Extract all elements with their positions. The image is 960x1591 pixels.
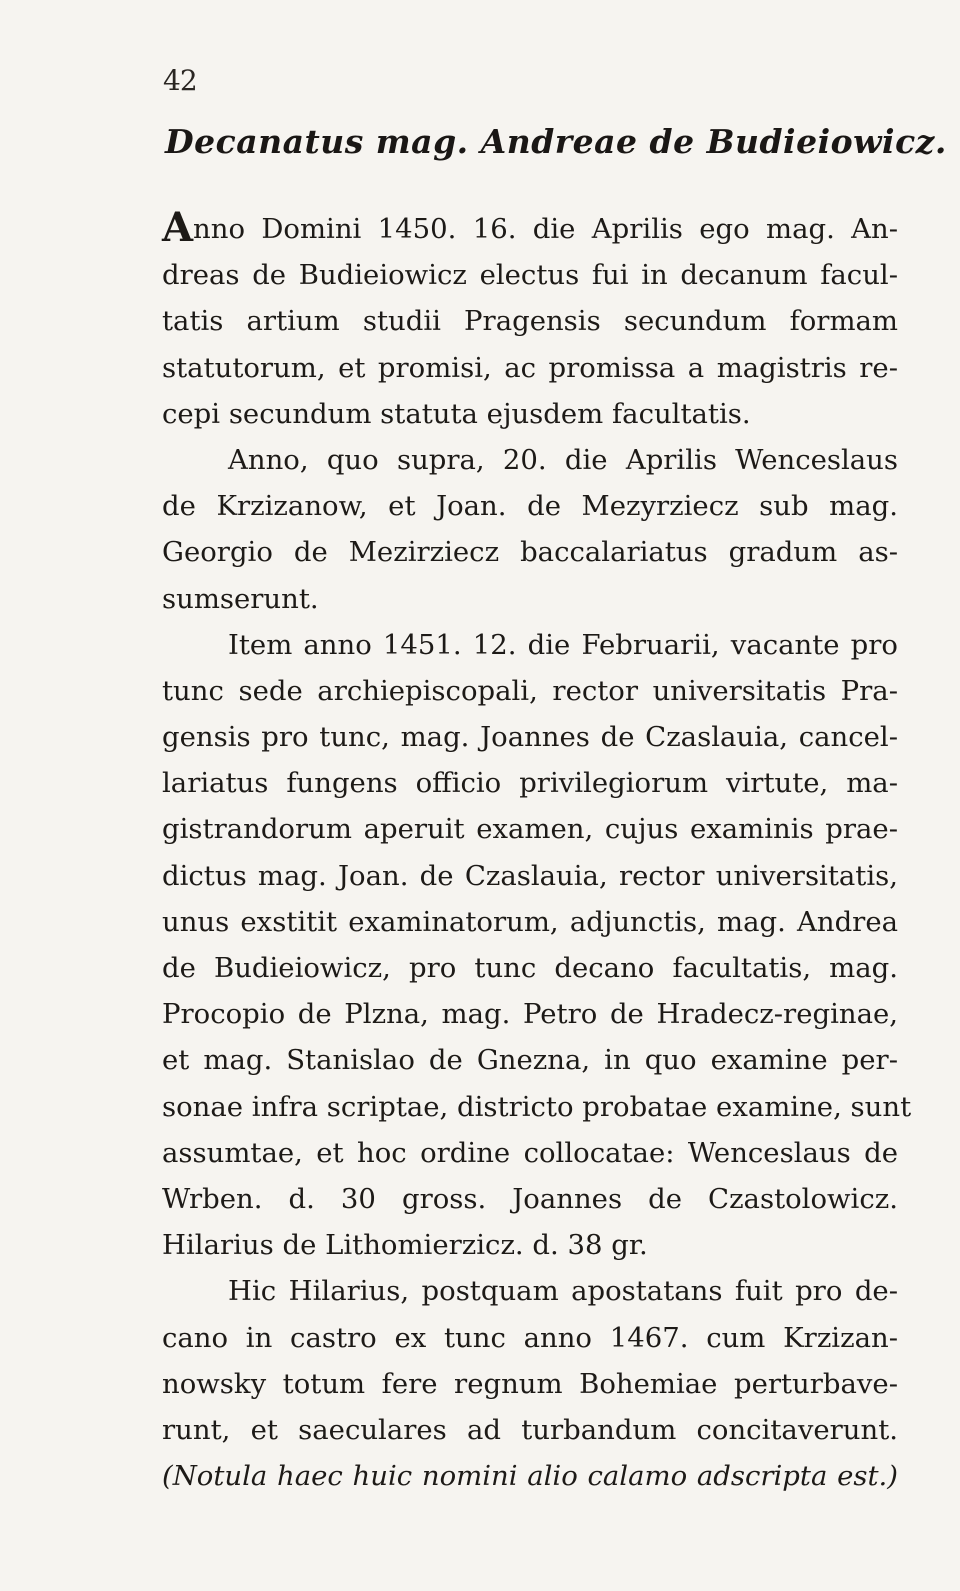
text-line: de Budieiowicz, pro tunc decano facultatis, mag. — [162, 952, 898, 984]
text-line: sonae infra scriptae, districto probatae examine, sunt — [162, 1090, 912, 1123]
text-line: Anno, quo supra, 20. die Aprilis Wenceslaus — [228, 443, 898, 476]
text-line: de Krzizanow, et Joan. de Mezyrziecz sub mag. — [162, 490, 898, 523]
text-line: lariatus fungens officio privilegiorum virtute, ma- — [162, 767, 898, 800]
section-heading: Decanatus mag. Andreae de Budieiowicz. — [165, 122, 947, 161]
text-line: sumserunt. — [162, 582, 319, 615]
text-line: assumtae, et hoc ordine collocatae: Wenceslaus de — [162, 1136, 898, 1169]
text-line: dreas de Budieiowicz electus fui in decanum facul- — [162, 259, 898, 292]
text-line: Wrben. d. 30 gross. Joannes de Czastolowicz. — [162, 1182, 898, 1215]
text-line: Georgio de Mezirziecz baccalariatus gradum as- — [162, 536, 898, 569]
marginal-note-line: (Notula haec huic nomini alio calamo adscripta est.) — [162, 1460, 898, 1493]
page-number: 42 — [163, 64, 197, 97]
text-line: Hic Hilarius, postquam apostatans fuit pro de- — [228, 1275, 898, 1308]
text-line: dictus mag. Joan. de Czaslauia, rector universitatis, — [162, 859, 898, 892]
text-line: unus exstitit examinatorum, adjunctis, mag. Andrea — [162, 905, 898, 938]
text-line: runt, et saeculares ad turbandum concitaverunt. — [162, 1413, 898, 1446]
text-line: Item anno 1451. 12. die Februarii, vacante pro — [228, 628, 898, 661]
drop-cap: A — [162, 204, 194, 251]
text-line: et mag. Stanislao de Gnezna, in quo examine per- — [162, 1044, 898, 1077]
text-line: nowsky totum fere regnum Bohemiae perturbave- — [162, 1367, 898, 1400]
text-line: statutorum, et promisi, ac promissa a magistris re- — [162, 351, 898, 384]
text-line: Procopio de Plzna, mag. Petro de Hradecz-reginae, — [162, 998, 898, 1031]
text-line: tatis artium studii Pragensis secundum formam — [162, 305, 898, 338]
text-line: cano in castro ex tunc anno 1467. cum Krzizan- — [162, 1321, 898, 1354]
text-line: Anno Domini 1450. 16. die Aprilis ego mag. An- — [162, 204, 898, 251]
text-line: gistrandorum aperuit examen, cujus examinis prae- — [162, 813, 898, 846]
text-line: gensis pro tunc, mag. Joannes de Czaslauia, cancel- — [162, 721, 898, 754]
text-line: cepi secundum statuta ejusdem facultatis. — [162, 397, 751, 430]
text-line: tunc sede archiepiscopali, rector universitatis Pra- — [162, 674, 898, 707]
text-line: Hilarius de Lithomierzicz. d. 38 gr. — [162, 1229, 648, 1262]
body-text — [162, 204, 912, 1499]
